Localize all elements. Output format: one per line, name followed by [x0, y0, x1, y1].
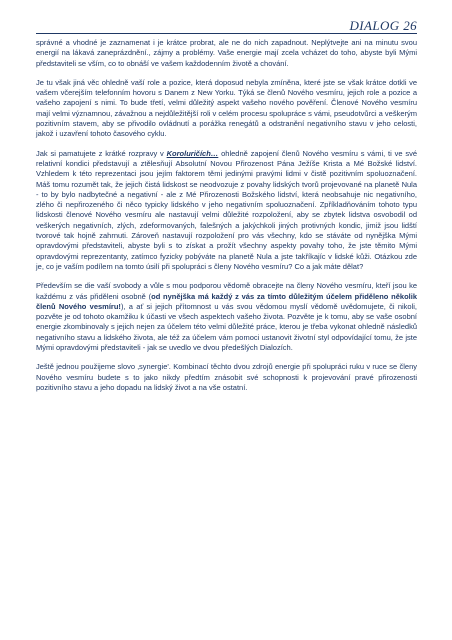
header-rule	[36, 33, 417, 34]
emphasis-text: od nynějška má každý z vás za tímto důležitým účelem přiděleno několik členů Nového vesmíru!	[36, 291, 417, 311]
paragraph	[36, 149, 417, 273]
paragraph-text: správné a vhodné je zaznamenat i je krátce probrat, ale ne do nich zapadnout. Neplýtvejte ani na minutu svou energií na lákavá zaneprázdnění., zájmy a problémy. Vaše energie mají zcela vcházet do toho, abyste byli Mými představiteli se vším, co to obnáší ve vašem každodenním životě a chování.	[36, 38, 417, 68]
paragraph-text: ohledně zapojení členů Nového vesmíru s vámi, ti ve své relativní kondici představují a ztělesňují Absolutní Novou Přirozenost Pána Ježíše Krista a Mé Božské lidství. Vzhledem k této reprezentaci jsou jejím faktorem těmi jedinými pravými lidmi v čistě pozitivním spoluoznačení. Máš tomu rozumět tak, že jejich čistá lidskost se neodvozuje z povahy lidských tvorů projevované na planetě Nula - to by bylo nadbytečné a negativní - ale z Mé Přirozenosti Božského lidství, která neobsahuje nic negativního, zlého či nepřirozeného či něco typicky lidského v jeho negativním spoluoznačení. Zpříkladňováním tohoto typu lidskosti členové Nového vesmíru ale nastavují velmi důležité rozpoložení, aby se zbytek lidstva osvobodil od veškerých negativních, zlých, zdeformovaných, falešných a jakýchkoli jiných protivných kondic, jimiž jsou lidští tvorové tak hojně zahrnuti. Zároveň nastavují rozpoložení pro vás všechny, kdo se stáváte od nynějška Mými opravdovými představiteli, abyste byli s to získat a prožít všechny aspekty povahy toho, že jste těmito Mými opravdovými reprezentanty, zatímco fyzicky pobýváte na planetě Nula a jste takříkajíc v lidské kůži. Otázkou zde je, co je vaším podílem na tomto úsilí při spolupráci s členy Nového vesmíru? Co a jak máte dělat?	[36, 148, 417, 271]
paragraph	[36, 281, 417, 353]
paragraph-text: Jak si pamatujete z krátké rozpravy v	[36, 148, 167, 158]
paragraph-text: Ještě jednou použijeme slovo ‚synergie'. Kombinací těchto dvou zdrojů energie při spolupráci ruku v ruce se členy Nového vesmíru budete s to jako nikdy předtím znásobit své schopnosti k projevování pravé přirozenosti pozitivního stavu a jeho dopadu na lidský život a na vše ostatní.	[36, 362, 417, 392]
paragraph-text: ), a ať si jejich přítomnost u vás svou vědomou myslí vědomě uvědomujete, či nikoli, pozvěte je od tohoto okamžiku k účasti ve všech aspektech vašeho života. Pozvěte je k tomu, aby se vaše osobní energie zkombinovaly s jejich nejen za účelem této velmi důležité práce, kterou je třeba vykonat ohledně následků negativního stavu a lidského života, ale též za účelem vám pomoci ustanovit životní styl odpovídající tomu, že jste Mými opravdovými představiteli - jak se uvedlo ve dvou předešlých Dialozích.	[36, 301, 417, 353]
page-body	[36, 38, 417, 402]
paragraph-text: Je tu však jiná věc ohledně vaší role a pozice, která doposud nebyla zmíněna, které jste se však krátce dotkli ve vašem včerejším telefonním hovoru s Danem z New Yorku. Týká se členů Nového vesmíru, jejich role a pozice a vašeho zapojení s nimi. To bude třetí, velmi důležitý aspekt vašeho nového pověření. Členové Nového vesmíru mají velmi významnou, závažnou a nejdůležitější roli v celém procesu spolupráce s vámi, pseudotvůrci a veškerým pozitivním stavem, aby se přivodilo ovládnutí a porážka renegátů a odstranění negativního stavu v jeho celosti, jakož i uzavření tohoto časového cyklu.	[36, 77, 417, 139]
page-header	[36, 18, 417, 34]
reference-link[interactable]: Koroluričích…	[166, 148, 219, 158]
paragraph	[36, 38, 417, 69]
paragraph-text: Především se die vaší svobody a vůle s mou podporou vědomě obracejte na členy Nového vesmíru, kteří jsou ke každému z vás přiděleni osobně (	[36, 281, 417, 301]
paragraph	[36, 362, 417, 393]
document-title: DIALOG 26	[349, 18, 417, 33]
paragraph	[36, 78, 417, 140]
